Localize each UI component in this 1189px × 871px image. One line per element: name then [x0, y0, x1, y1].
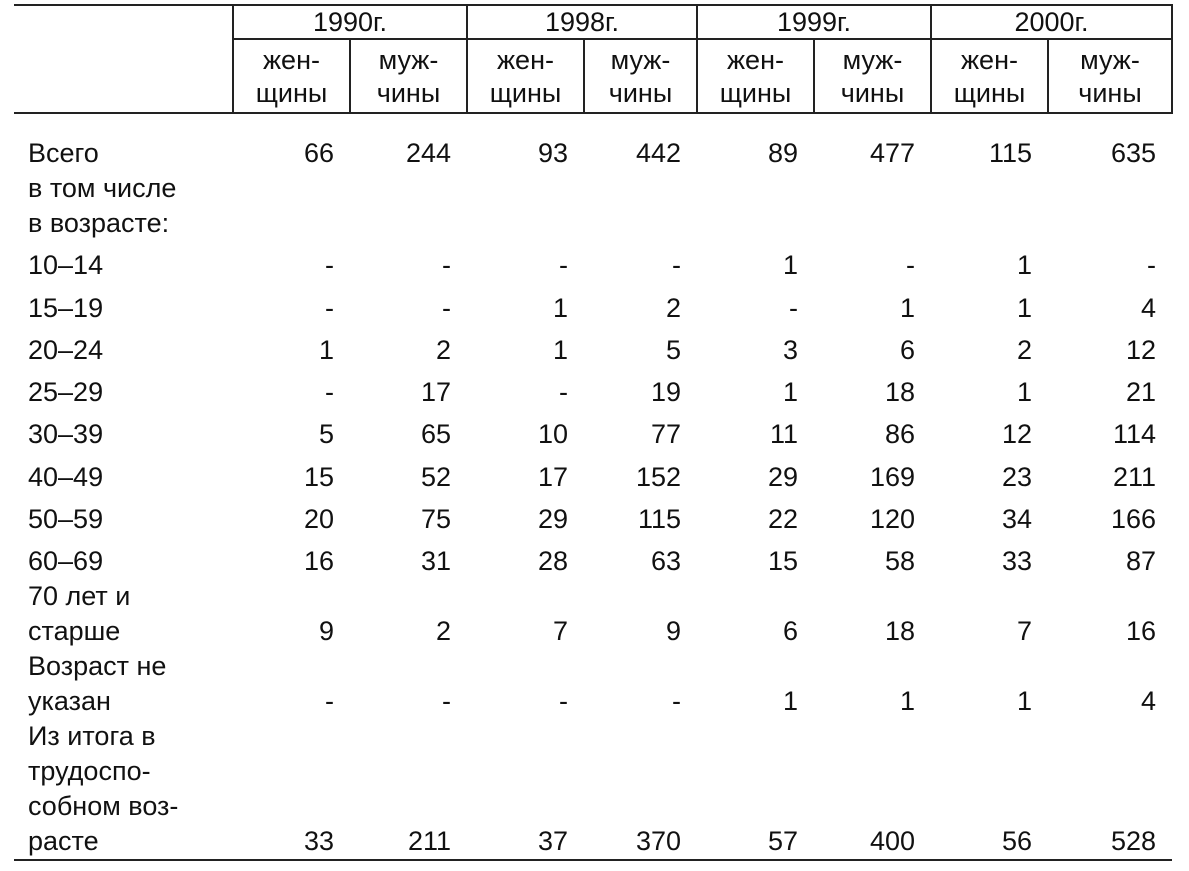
women-value: 34	[1001, 504, 1032, 535]
women-value: 22	[767, 504, 798, 535]
men-value: -	[442, 292, 451, 323]
men-value: 442	[635, 138, 681, 168]
year-header: 1990г.	[233, 5, 467, 39]
header-text: жен-	[497, 45, 554, 75]
row-label-line: старше	[28, 616, 121, 647]
women-value: -	[325, 250, 334, 281]
row-label-line: 70 лет и	[28, 581, 131, 612]
women-header	[233, 39, 350, 113]
women-value: -	[325, 377, 334, 408]
women-value: 1	[318, 334, 334, 365]
women-value: 7	[552, 616, 568, 647]
header-text: чины	[840, 78, 905, 108]
year-header: 1998г.	[467, 5, 697, 39]
row-label	[14, 537, 233, 579]
women-value: 11	[769, 419, 798, 450]
men-value: 19	[650, 377, 681, 408]
men-header	[584, 39, 697, 113]
men-value: 18	[884, 377, 915, 408]
header-text: жен-	[961, 45, 1018, 75]
women-value: -	[789, 292, 798, 323]
women-value: 23	[1001, 461, 1032, 492]
women-value: 89	[767, 138, 798, 168]
women-value: 16	[303, 546, 334, 577]
women-value: -	[325, 292, 334, 323]
men-header	[1048, 39, 1172, 113]
table-row	[14, 368, 1172, 410]
table-header	[14, 5, 1172, 113]
row-label-line: 20–24	[28, 334, 104, 365]
row-label-line: Из итога в	[28, 721, 156, 752]
table-body	[14, 113, 1172, 860]
men-value: 635	[1110, 138, 1156, 168]
header-text: чины	[608, 78, 673, 108]
women-value: 33	[233, 719, 350, 860]
women-value: 115	[988, 138, 1032, 168]
men-value: -	[672, 250, 681, 281]
men-value: 77	[650, 419, 681, 450]
women-value: 37	[467, 719, 584, 860]
women-value: 12	[1001, 419, 1032, 450]
header-text: чины	[376, 78, 441, 108]
men-value: 477	[869, 138, 915, 168]
row-label-line: 30–39	[28, 419, 104, 450]
men-header	[350, 39, 467, 113]
men-value: 120	[869, 504, 915, 535]
men-value: 4	[1140, 686, 1156, 717]
men-value: 9	[665, 616, 681, 647]
men-value: 87	[1125, 546, 1156, 577]
women-value: -	[559, 377, 568, 408]
women-value: 9	[318, 616, 334, 647]
corner-cell	[14, 5, 233, 113]
row-label-line: расте	[28, 826, 99, 857]
men-value: 169	[869, 461, 915, 492]
row-label-line: 50–59	[28, 504, 104, 535]
men-value: 211	[1112, 461, 1156, 492]
header-text: щины	[489, 78, 562, 108]
men-value: 1	[899, 686, 915, 717]
men-value: 18	[884, 616, 915, 647]
men-value: 31	[420, 546, 451, 577]
men-value: 17	[420, 377, 451, 408]
women-value: 28	[537, 546, 568, 577]
row-label-line: собном воз-	[28, 791, 179, 822]
header-text: жен-	[727, 45, 784, 75]
row-label	[14, 283, 233, 325]
spacer-row	[14, 113, 1172, 136]
women-value: -	[325, 686, 334, 717]
women-value: 33	[1001, 546, 1032, 577]
women-value: 5	[318, 419, 334, 450]
women-header	[931, 39, 1048, 113]
row-label-line: 40–49	[28, 461, 104, 492]
men-value: -	[1147, 250, 1156, 281]
table-row	[14, 326, 1172, 368]
women-value: 1	[1016, 377, 1032, 408]
men-value: 115	[637, 504, 681, 535]
women-value: 1	[782, 250, 798, 281]
women-value: 17	[537, 461, 568, 492]
row-label-line: в возрасте:	[28, 208, 170, 238]
men-value: 4	[1140, 292, 1156, 323]
table-row	[14, 241, 1172, 283]
header-text: муж-	[378, 45, 439, 75]
header-text: муж-	[1080, 45, 1140, 75]
women-value: 15	[303, 461, 334, 492]
women-value: 66	[303, 138, 334, 168]
row-label	[14, 136, 233, 241]
women-value: 10	[537, 419, 568, 450]
men-value: 75	[420, 504, 451, 535]
row-label	[14, 410, 233, 452]
row-label	[14, 452, 233, 494]
men-value: 370	[584, 719, 697, 860]
women-value: 1	[782, 686, 798, 717]
table-row	[14, 649, 1172, 719]
women-value: 93	[537, 138, 568, 168]
statistics-table	[14, 4, 1173, 861]
table-row	[14, 719, 1172, 860]
men-value: 166	[1110, 504, 1156, 535]
men-value: 86	[884, 419, 915, 450]
women-value: 56	[931, 719, 1048, 860]
women-value: -	[559, 686, 568, 717]
men-value: 528	[1048, 719, 1172, 860]
men-value: -	[672, 686, 681, 717]
table-row	[14, 283, 1172, 325]
row-label-line: 15–19	[28, 292, 104, 323]
year-header-row	[14, 5, 1172, 39]
women-value: 1	[1016, 250, 1032, 281]
row-label-line: указан	[28, 686, 111, 717]
table-row	[14, 495, 1172, 537]
women-value: 57	[697, 719, 814, 860]
year-header: 2000г.	[931, 5, 1172, 39]
header-text: чины	[1078, 78, 1142, 108]
row-label	[14, 719, 233, 860]
women-header	[467, 39, 584, 113]
men-value: -	[442, 686, 451, 717]
men-value: 21	[1125, 377, 1156, 408]
men-value: 5	[665, 334, 681, 365]
women-value: -	[559, 250, 568, 281]
men-value: 6	[899, 334, 915, 365]
women-value: 20	[303, 504, 334, 535]
header-text: щины	[255, 78, 328, 108]
year-header: 1999г.	[697, 5, 931, 39]
row-label-line: 25–29	[28, 377, 104, 408]
header-text: муж-	[842, 45, 903, 75]
women-value: 1	[552, 334, 568, 365]
row-label	[14, 326, 233, 368]
men-value: 58	[884, 546, 915, 577]
row-label	[14, 495, 233, 537]
women-header	[697, 39, 814, 113]
men-value: 1	[899, 292, 915, 323]
women-value: 7	[1016, 616, 1032, 647]
men-value: 16	[1125, 616, 1156, 647]
women-value: 1	[1016, 686, 1032, 717]
row-label	[14, 649, 233, 719]
row-label-line: Возраст не	[28, 651, 167, 682]
header-text: щины	[953, 78, 1026, 108]
row-label	[14, 579, 233, 649]
header-text: щины	[719, 78, 792, 108]
women-value: 1	[1016, 292, 1032, 323]
table-row	[14, 579, 1172, 649]
row-label-line: в том числе	[28, 173, 177, 203]
women-value: 6	[782, 616, 798, 647]
table-row	[14, 136, 1172, 241]
men-value: 400	[814, 719, 931, 860]
men-value: 12	[1125, 334, 1156, 365]
men-value: 114	[1112, 419, 1156, 450]
women-value: 2	[1016, 334, 1032, 365]
men-value: 63	[650, 546, 681, 577]
row-label-line: 60–69	[28, 546, 104, 577]
men-value: 65	[420, 419, 451, 450]
men-value: 152	[635, 461, 681, 492]
men-value: 52	[420, 461, 451, 492]
row-label	[14, 368, 233, 410]
row-label-line: трудоспо-	[28, 756, 151, 787]
table-row	[14, 452, 1172, 494]
row-label	[14, 241, 233, 283]
men-value: 2	[435, 334, 451, 365]
row-label-line: 10–14	[28, 250, 104, 281]
men-value: 2	[435, 616, 451, 647]
women-value: 29	[537, 504, 568, 535]
men-value: -	[906, 250, 915, 281]
header-text: жен-	[263, 45, 320, 75]
row-label-line: Всего	[28, 138, 99, 168]
men-value: -	[442, 250, 451, 281]
women-value: 1	[552, 292, 568, 323]
men-value: 244	[405, 138, 451, 168]
men-header	[814, 39, 931, 113]
women-value: 3	[782, 334, 798, 365]
women-value: 15	[767, 546, 798, 577]
table-row	[14, 537, 1172, 579]
table-row	[14, 410, 1172, 452]
header-text: муж-	[610, 45, 671, 75]
men-value: 211	[350, 719, 467, 860]
men-value: 2	[665, 292, 681, 323]
women-value: 1	[782, 377, 798, 408]
women-value: 29	[767, 461, 798, 492]
